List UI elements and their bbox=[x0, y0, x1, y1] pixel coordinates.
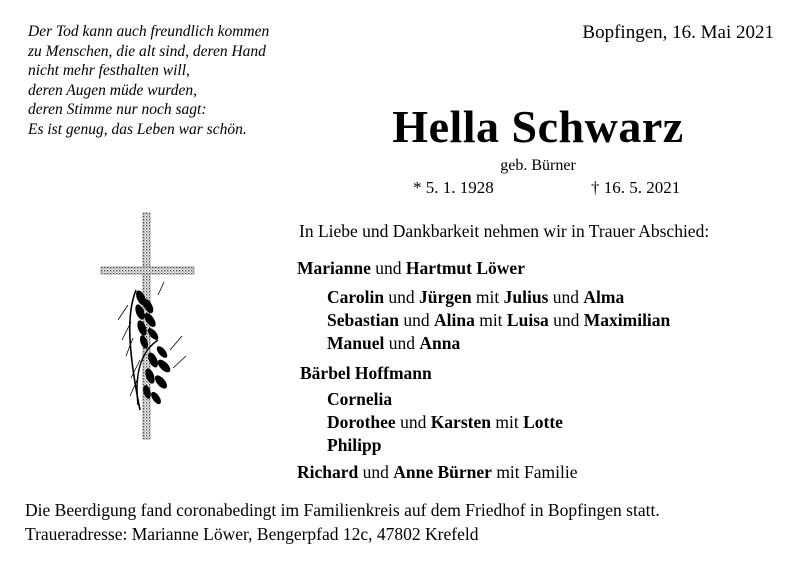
mourner-name: Alma bbox=[583, 287, 625, 307]
mourner-name: Anna bbox=[419, 333, 461, 353]
poem-line: deren Augen müde wurden, bbox=[28, 81, 198, 99]
mourner-name: Anne Bürner bbox=[393, 462, 492, 482]
mourner-name: Lotte bbox=[523, 412, 563, 432]
mourner-name: Cornelia bbox=[327, 389, 393, 409]
mourner-line bbox=[327, 333, 460, 354]
connector: mit bbox=[495, 412, 519, 432]
mourner-name: Carolin bbox=[327, 287, 385, 307]
mourner-line bbox=[297, 258, 525, 279]
birth-date: * 5. 1. 1928 bbox=[413, 178, 494, 197]
mourner-name: Philipp bbox=[327, 435, 382, 455]
funeral-note: Die Beerdigung fand coronabedingt im Familienkreis auf dem Friedhof in Bopfingen statt. bbox=[25, 500, 660, 520]
poem-line: nicht mehr festhalten will, bbox=[28, 62, 190, 80]
connector: und bbox=[388, 333, 415, 353]
mourner-line bbox=[327, 310, 670, 331]
mourner-name: Sebastian bbox=[327, 310, 399, 330]
poem-line: zu Menschen, die alt sind, deren Hand bbox=[28, 42, 266, 60]
death-date: † 16. 5. 2021 bbox=[591, 178, 681, 197]
connector: mit bbox=[475, 287, 500, 307]
connector: und bbox=[362, 462, 389, 482]
mourner-name: Maximilian bbox=[583, 310, 671, 330]
connector: mit Familie bbox=[496, 462, 578, 482]
place-date: Bopfingen, 16. Mai 2021 bbox=[582, 22, 774, 43]
birth-name: geb. Bürner bbox=[500, 157, 576, 174]
mourner-line bbox=[327, 389, 392, 410]
connector: und bbox=[375, 258, 402, 278]
poem-line: deren Stimme nur noch sagt: bbox=[28, 101, 207, 119]
deceased-name: Hella Schwarz bbox=[392, 101, 684, 152]
connector: und bbox=[400, 412, 427, 432]
cross-wheat-icon bbox=[98, 210, 198, 442]
mourner-name: Jürgen bbox=[419, 287, 472, 307]
mourner-line bbox=[297, 462, 578, 483]
mourner-line bbox=[327, 435, 381, 456]
mourner-name: Richard bbox=[297, 462, 359, 482]
connector: und bbox=[552, 287, 580, 307]
poem-line: Es ist genug, das Leben war schön. bbox=[28, 120, 247, 138]
farewell-intro: In Liebe und Dankbarkeit nehmen wir in Trauer Abschied: bbox=[299, 221, 710, 241]
connector: und bbox=[403, 310, 430, 330]
mourner-line bbox=[327, 412, 563, 433]
connector: und bbox=[553, 310, 580, 330]
mourner-line bbox=[327, 287, 624, 308]
mourner-name: Bärbel Hoffmann bbox=[300, 363, 432, 383]
mourner-name: Hartmut Löwer bbox=[405, 258, 525, 278]
connector: mit bbox=[479, 310, 503, 330]
mourning-address: Traueradresse: Marianne Löwer, Bengerpfad 12c, 47802 Krefeld bbox=[25, 524, 479, 544]
mourner-name: Julius bbox=[503, 287, 549, 307]
mourner-name: Marianne bbox=[297, 258, 371, 278]
mourner-name: Alina bbox=[433, 310, 475, 330]
connector: und bbox=[388, 287, 415, 307]
mourner-name: Luisa bbox=[506, 310, 549, 330]
mourner-name: Karsten bbox=[430, 412, 491, 432]
mourner-line bbox=[300, 363, 432, 384]
mourner-name: Dorothee bbox=[327, 412, 396, 432]
mourner-name: Manuel bbox=[327, 333, 385, 353]
poem-line: Der Tod kann auch freundlich kommen bbox=[28, 23, 270, 40]
